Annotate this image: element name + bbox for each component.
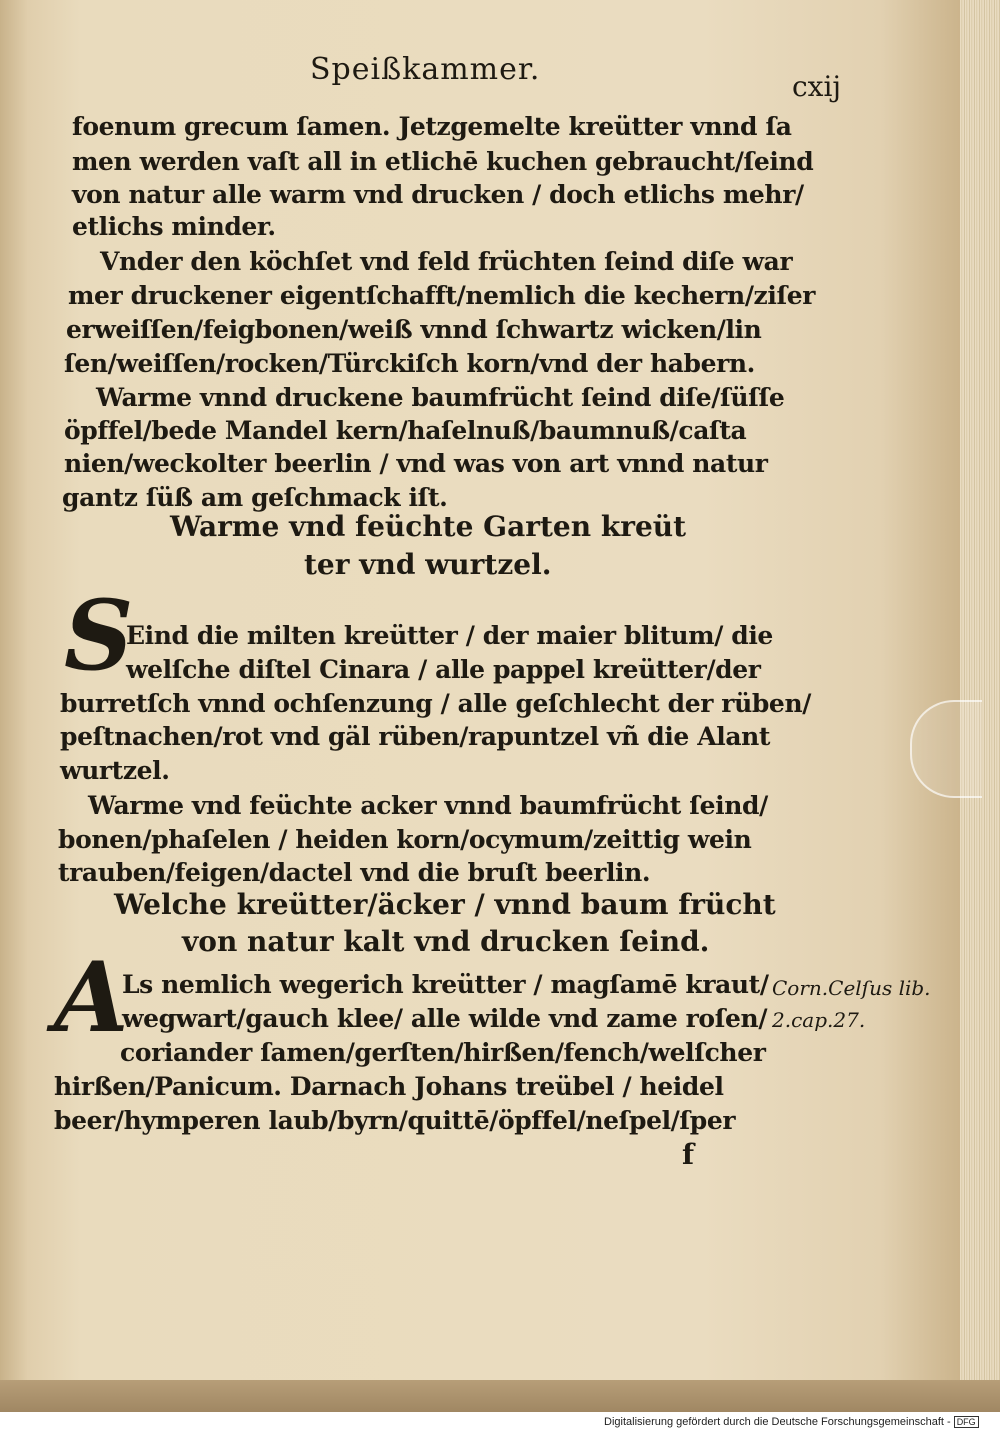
text-line: peſtnachen/rot vnd gäl rüben/rapuntzel vñ die Alant bbox=[60, 722, 771, 751]
text-line: gantz ſüß am geſchmack iſt. bbox=[62, 483, 448, 512]
marginal-note-2: 2.cap.27. bbox=[772, 1008, 866, 1032]
folio-number: cxij bbox=[792, 70, 842, 103]
text-line: öpffel/bede Mandel kern/haſelnuß/baumnuß/caſta bbox=[64, 416, 747, 445]
drop-capital: A bbox=[54, 941, 129, 1054]
text-line: nien/weckolter beerlin / vnd was von art vnnd natur bbox=[64, 449, 768, 478]
text-line: foenum grecum ſamen. Jetzgemelte kreütter vnnd ſa bbox=[72, 112, 792, 141]
text-line: etlichs minder. bbox=[72, 212, 276, 241]
dfg-logo: DFG bbox=[954, 1416, 979, 1428]
text-line: Warme vnnd druckene baumfrücht ſeind diſe/ſüſſe bbox=[96, 383, 785, 412]
text-line: welſche diſtel Cinara / alle pappel kreütter/der bbox=[126, 655, 761, 684]
text-line: Vnder den köchſet vnd feld früchten ſeind diſe war bbox=[100, 247, 793, 276]
text-line: wegwart/gauch klee/ alle wilde vnd zame roſen/ bbox=[122, 1004, 768, 1033]
drop-capital: S bbox=[64, 579, 134, 692]
binding-strip bbox=[0, 1380, 1000, 1412]
section-heading-2b: von natur kalt vnd drucken ſeind. bbox=[182, 925, 710, 958]
text-line: wurtzel. bbox=[60, 756, 170, 785]
running-header: Speißkammer. bbox=[310, 52, 541, 87]
text-line: Warme vnd feüchte acker vnnd baumfrücht ſeind/ bbox=[88, 791, 768, 820]
marginal-note: Corn.Celſus lib. bbox=[772, 976, 931, 1000]
text-line: mer druckener eigentſchafft/nemlich die kechern/ziſer bbox=[68, 281, 816, 310]
text-line: erweiſſen/feigbonen/weiß vnnd ſchwartz wicken/lin bbox=[66, 315, 762, 344]
text-line: coriander ſamen/gerſten/hirßen/fench/welſcher bbox=[120, 1038, 766, 1067]
digitization-credit bbox=[604, 1416, 979, 1428]
text-line: trauben/feigen/dactel vnd die bruſt beerlin. bbox=[58, 858, 651, 887]
text-line: bonen/phaſelen / heiden korn/ocymum/zeittig wein bbox=[58, 825, 752, 854]
text-line: ſen/weiſſen/rocken/Türckiſch korn/vnd der habern. bbox=[64, 349, 755, 378]
text-line: von natur alle warm vnd drucken / doch etlichs mehr/ bbox=[72, 180, 804, 209]
text-line: men werden vaſt all in etlichē kuchen gebraucht/ſeind bbox=[72, 147, 814, 176]
section-heading-1b: ter vnd wurtzel. bbox=[304, 548, 552, 581]
text-line: Eind die milten kreütter / der maier blitum/ die bbox=[126, 621, 773, 650]
paper-clip bbox=[910, 700, 982, 798]
credit-text: Digitalisierung gefördert durch die Deutsche Forschungsgemeinschaft - bbox=[604, 1416, 951, 1428]
section-heading-2: Welche kreütter/äcker / vnnd baum frücht bbox=[114, 888, 776, 921]
text-line: Ls nemlich wegerich kreütter / magſamē kraut/ bbox=[122, 970, 769, 999]
section-heading-1: Warme vnd feüchte Garten kreüt bbox=[170, 510, 687, 543]
text-line: hirßen/Panicum. Darnach Johans treübel / heidel bbox=[54, 1072, 724, 1101]
text-line: beer/hymperen laub/byrn/quittē/öpffel/neſpel/ſper bbox=[54, 1106, 736, 1135]
text-line: burretſch vnnd ochſenzung / alle geſchlecht der rüben/ bbox=[60, 689, 811, 718]
catchword: f bbox=[682, 1138, 695, 1171]
